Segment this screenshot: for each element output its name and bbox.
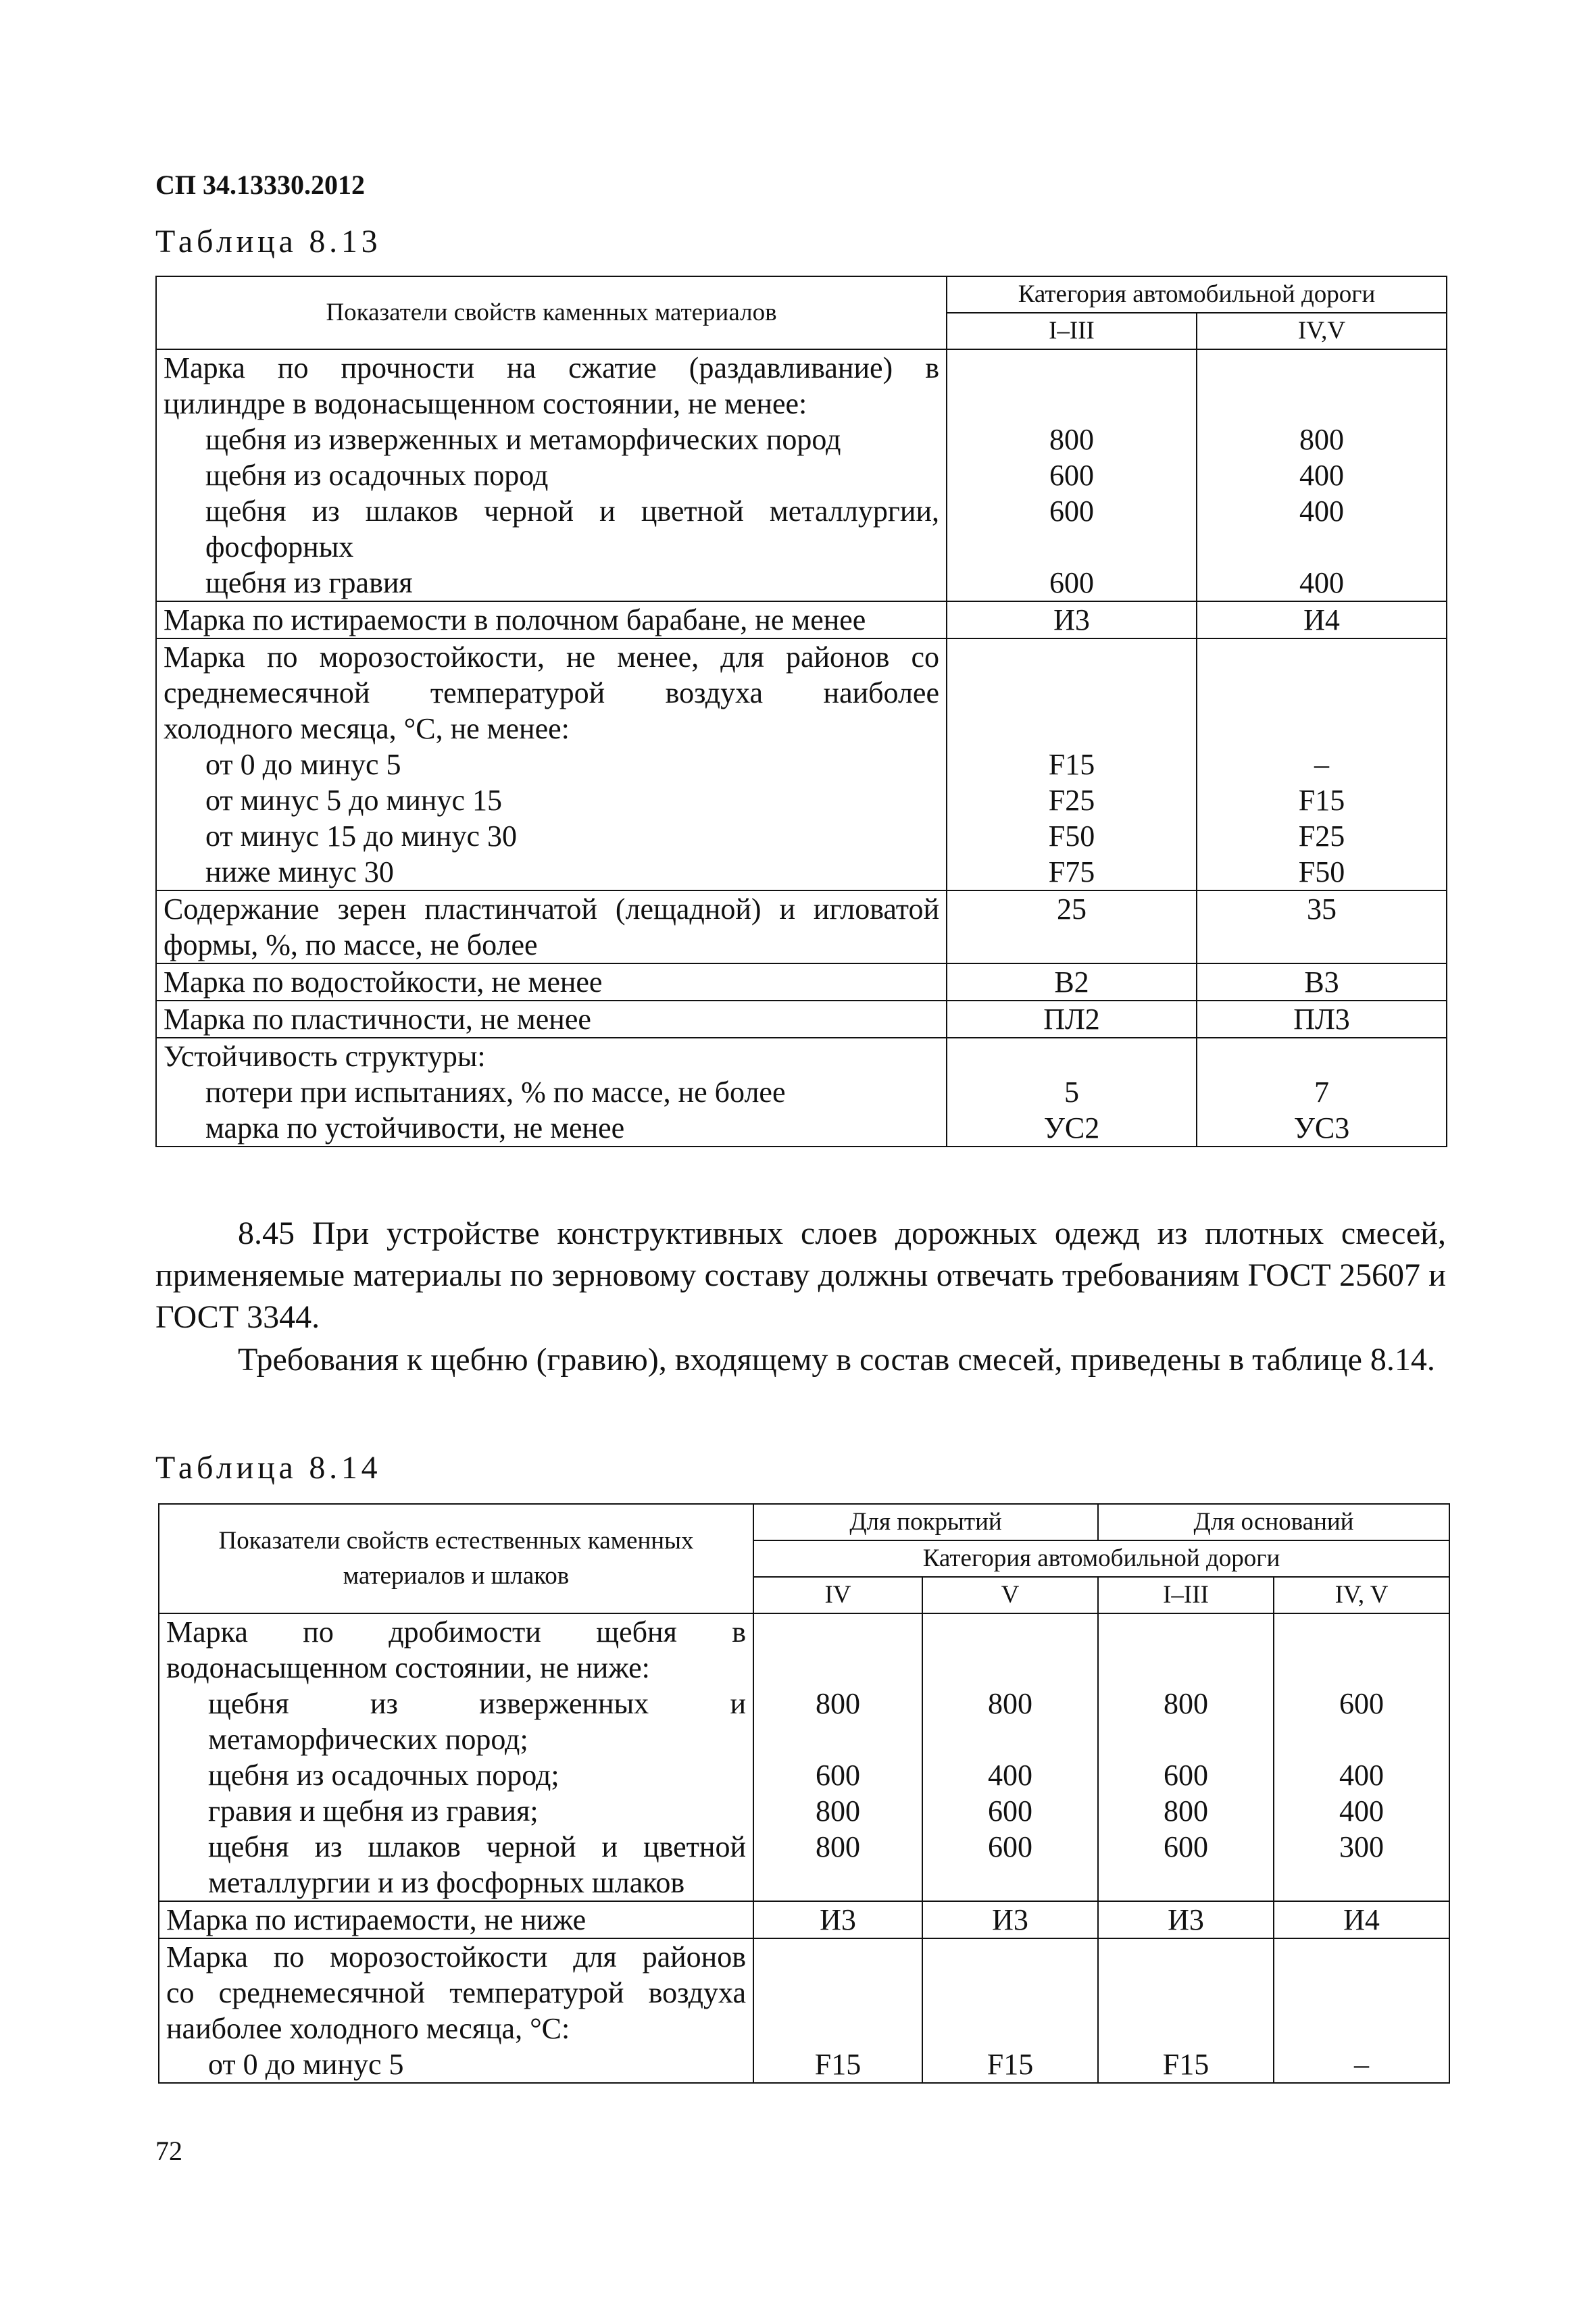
page-number: 72 — [155, 2136, 182, 2166]
table-8-13-caption: Таблица 8.13 — [155, 224, 382, 259]
header-param: Показатели свойств естественных каменных материалов и шлаков — [159, 1504, 753, 1613]
row-label: Марка по морозостойкости, не менее, для районов со среднемесячной температурой воздуха наиболее холодного месяца, °С, не менее: от 0 до минус 5 от минус 5 до минус 15 от минус 15 до минус 30 ниже минус 30 — [156, 638, 947, 890]
row-label: Марка по истираемости в полочном барабане, не менее — [156, 601, 947, 638]
row-value: 25 — [947, 890, 1197, 963]
row-value: И3 — [922, 1901, 1098, 1938]
row-value: В2 — [947, 963, 1197, 1001]
header-col-3: I–III — [1098, 1577, 1274, 1613]
row-values-col-1: F15 — [753, 1938, 922, 2083]
row-values-col-1: F15 F25 F50 F75 — [947, 638, 1197, 890]
row-label: Марка по истираемости, не ниже — [159, 1901, 753, 1938]
row-value: И3 — [753, 1901, 922, 1938]
row-value: ПЛ2 — [947, 1001, 1197, 1038]
header-bases: Для оснований — [1098, 1504, 1449, 1540]
row-value: И3 — [947, 601, 1197, 638]
row-label: Устойчивость структуры: потери при испытаниях, % по массе, не более марка по устойчивости, не менее — [156, 1038, 947, 1147]
table-row — [156, 890, 1447, 963]
header-param: Показатели свойств каменных материалов — [156, 276, 947, 349]
table-8-13 — [155, 276, 1447, 1147]
paragraph-requirements: Требования к щебню (гравию), входящему в состав смесей, приведены в таблице 8.14. — [238, 1342, 1435, 1378]
header-coatings: Для покрытий — [753, 1504, 1098, 1540]
row-values-col-1: 800 600 800 800 — [753, 1613, 922, 1901]
row-values-col-4: 600 400 400 300 — [1274, 1613, 1449, 1901]
row-label: Марка по пластичности, не менее — [156, 1001, 947, 1038]
paragraph-8-45: 8.45 При устройстве конструктивных слоев дорожных одежд из плотных смесей, применяемые материалы по зерновому составу должны отвечать требованиям ГОСТ 25607 и ГОСТ 3344. — [155, 1215, 1446, 1335]
header-col-2: V — [922, 1577, 1098, 1613]
document-code: СП 34.13330.2012 — [155, 170, 365, 200]
header-category: Категория автомобильной дороги — [947, 276, 1447, 313]
row-label: Содержание зерен пластинчатой (лещадной) и игловатой формы, %, по массе, не более — [156, 890, 947, 963]
row-values-col-2: – F15 F25 F50 — [1197, 638, 1447, 890]
row-value: И3 — [1098, 1901, 1274, 1938]
row-values-col-2: 800 400 600 600 — [922, 1613, 1098, 1901]
row-label: Марка по прочности на сжатие (раздавливание) в цилиндре в водонасыщенном состоянии, не менее: щебня из изверженных и метаморфических пород щебня из осадочных пород щебня из шлаков черной и цветной металлургии, фосфорных щебня из гравия — [156, 349, 947, 601]
row-value: И4 — [1197, 601, 1447, 638]
header-category: Категория автомобильной дороги — [753, 1540, 1449, 1577]
row-values-col-1: 800 600 600 600 — [947, 349, 1197, 601]
header-col-4: IV, V — [1274, 1577, 1449, 1613]
table-row — [156, 1001, 1447, 1038]
row-values-col-2: 7 УС3 — [1197, 1038, 1447, 1147]
header-col-1: IV — [753, 1577, 922, 1613]
row-value: В3 — [1197, 963, 1447, 1001]
row-values-col-1: 5 УС2 — [947, 1038, 1197, 1147]
row-label: Марка по дробимости щебня в водонасыщенном состоянии, не ниже: щебня из изверженных и метаморфических пород; щебня из осадочных пород; гравия и щебня из гравия; щебня из шлаков черной и цветной металлургии и из фосфорных шлаков — [159, 1613, 753, 1901]
table-row — [156, 349, 1447, 601]
row-values-col-2: 800 400 400 400 — [1197, 349, 1447, 601]
row-values-col-3: 800 600 800 600 — [1098, 1613, 1274, 1901]
row-label: Марка по морозостойкости для районов со среднемесячной температурой воздуха наиболее холодного месяца, °С: от 0 до минус 5 — [159, 1938, 753, 2083]
row-values-col-3: F15 — [1098, 1938, 1274, 2083]
table-8-14 — [158, 1503, 1450, 2084]
header-col-2: IV,V — [1197, 313, 1447, 349]
table-row — [159, 1901, 1449, 1938]
table-row — [159, 1938, 1449, 2083]
table-row — [159, 1613, 1449, 1901]
table-8-14-caption: Таблица 8.14 — [155, 1450, 382, 1486]
row-label: Марка по водостойкости, не менее — [156, 963, 947, 1001]
row-value: И4 — [1274, 1901, 1449, 1938]
table-row — [156, 601, 1447, 638]
table-row — [156, 638, 1447, 890]
row-values-col-4: – — [1274, 1938, 1449, 2083]
row-values-col-2: F15 — [922, 1938, 1098, 2083]
header-col-1: I–III — [947, 313, 1197, 349]
row-value: ПЛ3 — [1197, 1001, 1447, 1038]
table-row — [156, 963, 1447, 1001]
table-row — [156, 1038, 1447, 1147]
row-value: 35 — [1197, 890, 1447, 963]
